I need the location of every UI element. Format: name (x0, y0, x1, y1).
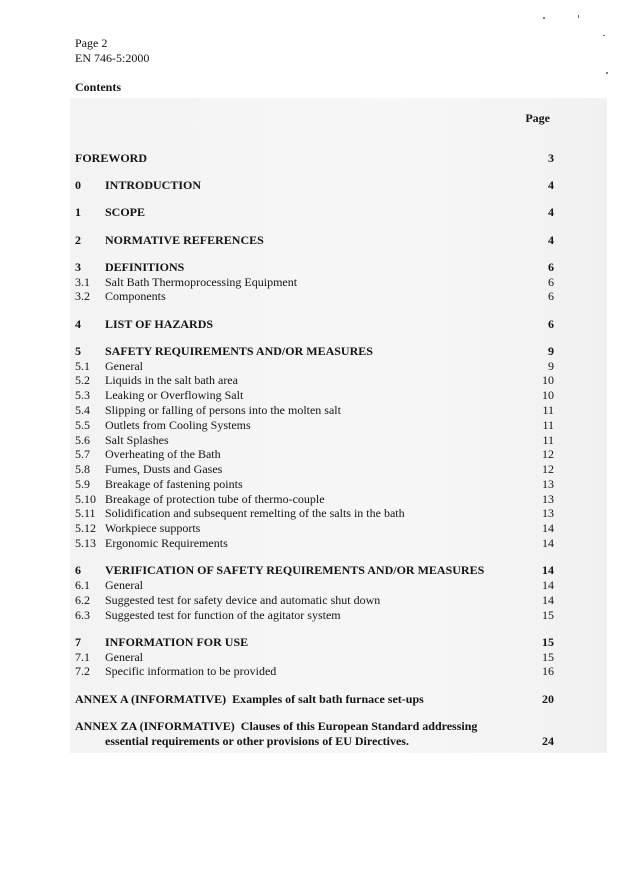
toc-entry-annex-za (75, 719, 554, 749)
toc-page: 20 (542, 691, 554, 706)
toc-entry-5-9 (75, 477, 554, 492)
toc-number: 6.1 (75, 578, 90, 593)
toc-number: 5.2 (75, 373, 90, 388)
scan-speck (606, 72, 608, 74)
toc-page: 14 (542, 592, 554, 607)
table-of-contents (75, 151, 554, 748)
scan-speck (603, 35, 605, 36)
toc-entry-1 (75, 205, 554, 220)
toc-title: NORMATIVE REFERENCES (105, 232, 264, 247)
toc-entry-3-2 (75, 289, 554, 304)
toc-entry-3 (75, 260, 554, 275)
toc-entry-5-11 (75, 506, 554, 521)
toc-page: 3 (548, 151, 554, 165)
toc-title: Liquids in the salt bath area (105, 373, 238, 388)
document-id: EN 746-5:2000 (75, 50, 150, 65)
toc-title-continuation: essential requirements or other provisions of EU Directives. (105, 733, 409, 748)
toc-number: 5.8 (75, 462, 90, 477)
toc-title: SCOPE (105, 205, 146, 220)
toc-entry-5-1 (75, 359, 554, 374)
toc-number: 5.6 (75, 432, 90, 447)
toc-title: INFORMATION FOR USE (105, 634, 249, 649)
toc-title: Solidification and subsequent remelting of the salts in the bath (105, 506, 405, 521)
toc-entry-foreword (75, 151, 554, 166)
toc-title: Components (105, 289, 166, 304)
toc-title: ANNEX A (INFORMATIVE) Examples of salt bath furnace set-ups (75, 691, 424, 706)
toc-number: 3.1 (75, 274, 90, 289)
toc-number: 5.1 (75, 358, 90, 373)
toc-page: 13 (542, 476, 554, 491)
toc-title: SAFETY REQUIREMENTS AND/OR MEASURES (105, 343, 373, 358)
toc-entry-7-2 (75, 664, 554, 679)
toc-number: 2 (75, 232, 81, 247)
toc-entry-6-1 (75, 578, 554, 593)
toc-title: FOREWORD (75, 151, 147, 165)
toc-page: 11 (542, 402, 554, 417)
toc-number: 5.11 (75, 506, 96, 521)
toc-entry-5-4 (75, 403, 554, 418)
toc-page: 6 (548, 259, 554, 274)
toc-title: Breakage of protection tube of thermo-couple (105, 491, 325, 506)
toc-page: 13 (542, 506, 554, 521)
toc-entry-2 (75, 233, 554, 248)
toc-number: 6.3 (75, 607, 90, 622)
toc-title: ANNEX ZA (INFORMATIVE) Clauses of this European Standard addressing (75, 718, 478, 733)
toc-page: 13 (542, 491, 554, 506)
toc-page: 12 (542, 462, 554, 477)
toc-page: 11 (542, 417, 554, 432)
scan-speck (578, 15, 579, 18)
page-header (75, 36, 149, 65)
toc-number: 3.2 (75, 289, 90, 304)
toc-page: 9 (548, 343, 554, 358)
toc-number: 3 (75, 259, 81, 274)
toc-page: 6 (548, 289, 554, 304)
page-label: Page 2 (75, 36, 108, 50)
toc-title: LIST OF HAZARDS (105, 316, 214, 331)
toc-page: 24 (542, 733, 554, 748)
toc-entry-5 (75, 344, 554, 359)
toc-number: 7.1 (75, 649, 90, 664)
toc-title: Breakage of fastening points (105, 476, 243, 491)
toc-page: 15 (542, 634, 554, 649)
toc-number: 5.9 (75, 476, 90, 491)
toc-title: General (105, 358, 143, 373)
toc-title: Specific information to be provided (105, 664, 277, 679)
toc-page: 9 (548, 358, 554, 373)
toc-entry-annex-a (75, 692, 554, 707)
toc-entry-5-8 (75, 462, 554, 477)
toc-number: 5.5 (75, 417, 90, 432)
contents-heading: Contents (75, 80, 122, 94)
toc-entry-5-5 (75, 418, 554, 433)
toc-page: 14 (542, 578, 554, 593)
toc-page: 6 (548, 316, 554, 331)
toc-page: 11 (542, 432, 554, 447)
toc-number: 7.2 (75, 664, 90, 679)
toc-number: 5 (75, 343, 81, 358)
toc-title: Outlets from Cooling Systems (105, 417, 251, 432)
toc-entry-7 (75, 635, 554, 650)
toc-title: Overheating of the Bath (105, 447, 221, 462)
toc-entry-6 (75, 563, 554, 578)
toc-number: 6 (75, 563, 81, 578)
toc-entry-6-3 (75, 608, 554, 623)
toc-number: 1 (75, 205, 81, 220)
toc-page: 4 (548, 178, 554, 193)
toc-page: 6 (548, 274, 554, 289)
toc-title: Workpiece supports (105, 521, 201, 536)
toc-entry-5-3 (75, 388, 554, 403)
toc-page: 4 (548, 232, 554, 247)
toc-entry-6-2 (75, 593, 554, 608)
toc-page: 12 (542, 447, 554, 462)
toc-entry-3-1 (75, 275, 554, 290)
toc-title: General (105, 578, 143, 593)
toc-title: Salt Splashes (105, 432, 169, 447)
toc-page: 16 (542, 664, 554, 679)
toc-entry-0 (75, 178, 554, 193)
toc-entry-5-2 (75, 373, 554, 388)
toc-number: 5.7 (75, 447, 90, 462)
toc-number: 5.12 (75, 521, 96, 536)
toc-entry-5-7 (75, 447, 554, 462)
toc-title: Fumes, Dusts and Gases (105, 462, 223, 477)
toc-number: 5.4 (75, 402, 90, 417)
toc-entry-5-10 (75, 492, 554, 507)
toc-title: Salt Bath Thermoprocessing Equipment (105, 274, 298, 289)
toc-page: 14 (542, 536, 554, 551)
toc-entry-5-13 (75, 536, 554, 551)
toc-number: 7 (75, 634, 81, 649)
toc-title: Suggested test for function of the agitator system (105, 607, 341, 622)
toc-page: 15 (542, 649, 554, 664)
toc-number: 5.13 (75, 536, 96, 551)
toc-number: 6.2 (75, 592, 90, 607)
toc-title: INTRODUCTION (105, 178, 202, 193)
toc-number: 5.10 (75, 491, 96, 506)
toc-title: Ergonomic Requirements (105, 536, 228, 551)
toc-page: 14 (542, 521, 554, 536)
toc-title: General (105, 649, 143, 664)
toc-title: Suggested test for safety device and automatic shut down (105, 592, 381, 607)
toc-page: 4 (548, 205, 554, 220)
toc-title: Slipping or falling of persons into the molten salt (105, 402, 341, 417)
toc-page: 10 (542, 373, 554, 388)
toc-title: VERIFICATION OF SAFETY REQUIREMENTS AND/OR MEASURES (105, 563, 485, 578)
toc-page: 15 (542, 607, 554, 622)
page-column-label: Page (525, 111, 550, 125)
toc-title: Leaking or Overflowing Salt (105, 388, 244, 403)
toc-page: 14 (542, 563, 554, 578)
scan-speck (543, 17, 545, 19)
toc-number: 5.3 (75, 388, 90, 403)
toc-number: 4 (75, 316, 81, 331)
toc-page: 10 (542, 388, 554, 403)
toc-entry-5-12 (75, 521, 554, 536)
toc-number: 0 (75, 178, 81, 193)
toc-entry-5-6 (75, 433, 554, 448)
toc-entry-7-1 (75, 650, 554, 665)
toc-title: DEFINITIONS (105, 259, 185, 274)
toc-entry-4 (75, 317, 554, 332)
